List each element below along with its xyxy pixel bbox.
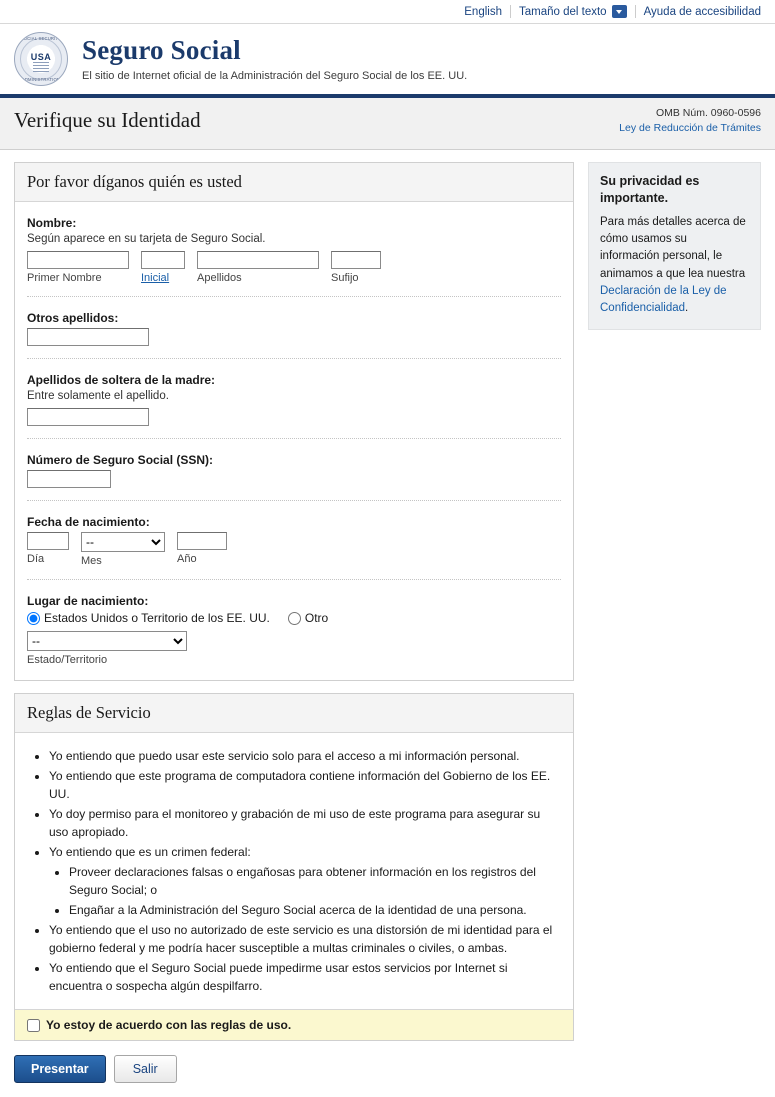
- suffix-input[interactable]: [331, 251, 381, 269]
- privacy-notice-heading: Su privacidad es importante.: [600, 174, 700, 205]
- mother-maiden-field-group: [27, 369, 561, 439]
- birthplace-option-us-label: Estados Unidos o Territorio de los EE. UU.: [44, 611, 270, 625]
- list-item: [49, 767, 561, 803]
- chevron-down-icon: [612, 5, 627, 18]
- ssn-label: Número de Seguro Social (SSN):: [27, 453, 214, 467]
- other-names-field-group: [27, 307, 561, 359]
- paperwork-reduction-act-link[interactable]: Ley de Reducción de Trámites: [619, 122, 761, 135]
- rule-text: Yo entiendo que el Seguro Social puede impedirme usar estos servicios por Internet si encuentra o sospecha algún despilfarro.: [49, 961, 508, 993]
- identity-panel: [14, 162, 574, 681]
- name-inputs-row: [27, 251, 561, 284]
- dob-inputs-row: [27, 532, 561, 567]
- last-name-field: [197, 251, 319, 284]
- site-masthead: [0, 24, 775, 98]
- dob-day-label: Día: [27, 553, 45, 565]
- privacy-notice-box: [588, 162, 761, 330]
- dob-year-input[interactable]: [177, 532, 227, 550]
- list-item: [49, 805, 561, 841]
- ssn-input[interactable]: [27, 470, 111, 488]
- birthplace-option-other[interactable]: [288, 611, 328, 625]
- other-names-input[interactable]: [27, 328, 149, 346]
- seal-stripes: [33, 62, 49, 72]
- dob-month-label: Mes: [81, 555, 102, 567]
- rule-text: Yo entiendo que puedo usar este servicio solo para el acceso a mi información personal.: [49, 749, 520, 763]
- birthplace-radio-row: [27, 611, 561, 625]
- dob-label: Fecha de nacimiento:: [27, 515, 150, 529]
- birthplace-radio-other[interactable]: [288, 612, 301, 625]
- site-tagline: El sitio de Internet oficial de la Administración del Seguro Social de los EE. UU.: [82, 70, 468, 83]
- agree-checkbox[interactable]: [27, 1019, 40, 1032]
- dob-month-field: [81, 532, 165, 567]
- mother-maiden-input[interactable]: [27, 408, 149, 426]
- identity-panel-heading: Por favor díganos quién es usted: [15, 163, 573, 202]
- privacy-text-before: Para más detalles acerca de cómo usamos su información personal, le animamos a que lea nuestra: [600, 215, 746, 280]
- rules-list: [27, 747, 561, 995]
- seal-bottom-text: ADMINISTRATION: [21, 77, 61, 82]
- birthplace-option-other-label: Otro: [304, 611, 329, 625]
- first-name-field: [27, 251, 129, 284]
- suffix-label: Sufijo: [331, 272, 359, 284]
- rule-text: Yo entiendo que es un crimen federal:: [49, 845, 251, 859]
- text-size-label: Tamaño del texto: [518, 5, 607, 18]
- mother-maiden-hint: Entre solamente el apellido.: [27, 390, 169, 402]
- list-item: • Engañar a la Administración del Seguro Social acerca de la identidad de una persona.: [69, 901, 561, 919]
- accessibility-help-link[interactable]: Ayuda de accesibilidad: [643, 5, 761, 18]
- dob-year-label: Año: [177, 553, 197, 565]
- brand-block: [82, 36, 467, 83]
- birthplace-option-us[interactable]: [27, 611, 270, 625]
- birthplace-state-select[interactable]: [27, 631, 187, 651]
- rule-text: Yo entiendo que el uso no autorizado de este servicio es una distorsión de mi identidad para el gobierno federal y me podría hacer susceptible a multas criminales o civiles, o ambas.: [49, 923, 553, 955]
- identity-panel-body: [15, 202, 573, 680]
- omb-number: OMB Núm. 0960-0596: [655, 107, 761, 119]
- dob-day-input[interactable]: [27, 532, 69, 550]
- birthplace-radio-us[interactable]: [27, 612, 40, 625]
- page-title: Verifique su Identidad: [14, 108, 201, 132]
- site-title[interactable]: Seguro Social: [82, 34, 241, 65]
- dob-month-select[interactable]: [81, 532, 165, 552]
- privacy-notice-body: [600, 214, 749, 318]
- middle-initial-field: [141, 251, 185, 284]
- submit-button[interactable]: Presentar: [14, 1055, 106, 1083]
- rule-text: Yo doy permiso para el monitoreo y grabación de mi uso de este programa para asegurar su uso apropiado.: [49, 807, 541, 839]
- rules-panel: [14, 693, 574, 1041]
- mother-maiden-label: Apellidos de soltera de la madre:: [27, 373, 216, 387]
- page-title-band: [0, 98, 775, 150]
- form-actions: [14, 1053, 574, 1097]
- text-size-button[interactable]: [519, 5, 627, 18]
- utility-bar: [0, 0, 775, 24]
- list-item: [49, 959, 561, 995]
- birthplace-field-group: [27, 590, 561, 668]
- birthplace-label: Lugar de nacimiento:: [27, 594, 149, 608]
- rules-sublist: [49, 863, 561, 919]
- agree-bar[interactable]: [15, 1009, 573, 1040]
- utility-divider: [635, 5, 636, 18]
- ssa-seal-icon: [14, 32, 68, 86]
- privacy-text-after: .: [685, 302, 689, 314]
- birthplace-state-label: Estado/Territorio: [27, 654, 108, 666]
- first-name-input[interactable]: [27, 251, 129, 269]
- list-item: [49, 921, 561, 957]
- dob-year-field: [177, 532, 227, 565]
- seal-center-text: USA: [30, 52, 52, 62]
- main-column: [14, 162, 574, 1097]
- privacy-statement-link[interactable]: Declaración de la Ley de Confidencialidad: [600, 284, 727, 314]
- language-toggle-english[interactable]: English: [464, 5, 502, 18]
- birthplace-state-field: [27, 631, 561, 666]
- agree-label: Yo estoy de acuerdo con las reglas de uso.: [46, 1018, 292, 1032]
- list-item: [49, 843, 561, 919]
- last-name-input[interactable]: [197, 251, 319, 269]
- seal-top-text: SOCIAL SECURITY: [20, 36, 62, 41]
- dob-day-field: [27, 532, 69, 565]
- page-content: [0, 150, 775, 1097]
- ssn-field-group: [27, 449, 561, 501]
- suffix-field: [331, 251, 381, 284]
- middle-initial-input[interactable]: [141, 251, 185, 269]
- dob-field-group: [27, 511, 561, 580]
- middle-initial-label: Inicial: [141, 272, 170, 284]
- sidebar-column: [588, 162, 761, 330]
- rule-text: Yo entiendo que este programa de computadora contiene información del Gobierno de los EE. UU.: [49, 769, 551, 801]
- exit-button[interactable]: Salir: [114, 1055, 177, 1083]
- last-name-label: Apellidos: [197, 272, 242, 284]
- omb-info: [619, 106, 761, 136]
- first-name-label: Primer Nombre: [27, 272, 102, 284]
- utility-divider: [510, 5, 511, 18]
- name-label: Nombre:: [27, 216, 77, 230]
- rules-panel-heading: Reglas de Servicio: [15, 694, 573, 733]
- list-item: [49, 747, 561, 765]
- name-field-group: [27, 212, 561, 297]
- other-names-label: Otros apellidos:: [27, 311, 119, 325]
- list-item: • Proveer declaraciones falsas o engañosas para obtener información en los registros del Seguro Social; o: [69, 863, 561, 899]
- name-hint: Según aparece en su tarjeta de Seguro Social.: [27, 233, 266, 245]
